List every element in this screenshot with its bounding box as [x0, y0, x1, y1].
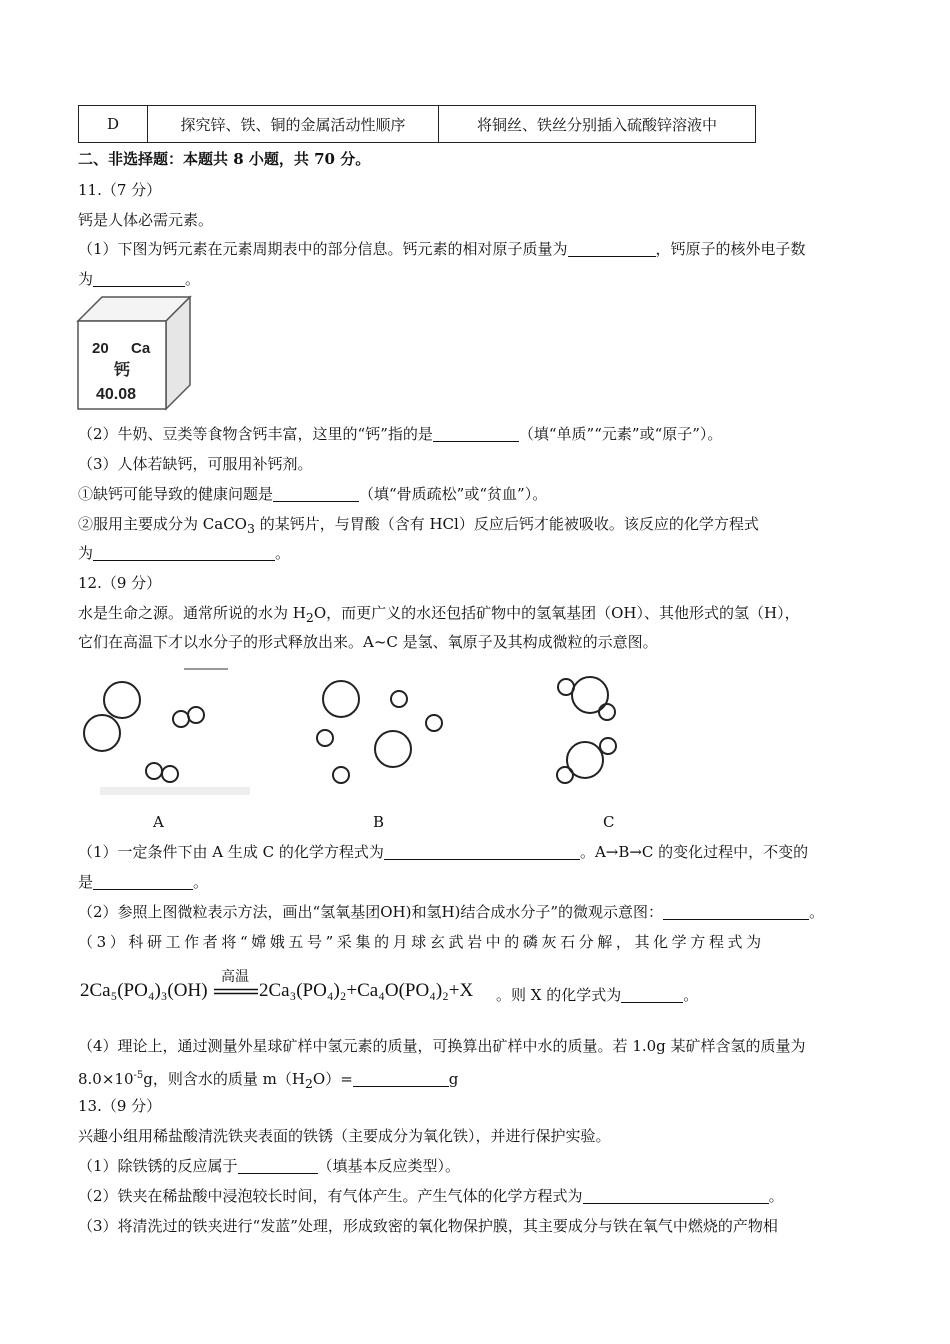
superscript: -5	[133, 1070, 144, 1081]
q13-p2-text: （2）铁夹在稀盐酸中浸泡较长时间，有气体产生。产生气体的化学方程式为	[78, 1187, 583, 1205]
q11-p3-1-text2: （填“骨质疏松”或“贫血”）。	[359, 485, 548, 503]
hydrogen-atom	[426, 715, 442, 731]
oxygen-atom	[323, 681, 359, 717]
q13-part2	[78, 1185, 784, 1207]
q12-intro2: 它们在高温下才以水分子的形式释放出来。A~C 是氢、氧原子及其构成微粒的示意图。	[78, 633, 658, 651]
answer-blank[interactable]	[433, 425, 519, 442]
panel-c-particles	[557, 677, 616, 783]
q12-part1	[78, 841, 808, 863]
q11-intro: 钙是人体必需元素。	[78, 211, 214, 229]
q11-part2	[78, 423, 722, 445]
q12-p4-text2: g，则含水的质量 m（H	[143, 1070, 305, 1088]
q12-part4-cont	[78, 1065, 458, 1095]
subscript: 3	[246, 521, 255, 536]
answer-blank[interactable]	[238, 1157, 318, 1174]
q12-p3-text2: 。	[683, 986, 699, 1004]
q11-p1-text2: ，钙原子的核外电子数	[655, 240, 806, 258]
reaction-condition: 高温	[221, 969, 249, 985]
q12-part3-tail	[496, 984, 698, 1005]
element-symbol: Ca	[131, 340, 151, 357]
equals-sign	[214, 988, 258, 996]
q12-p1-text2: 。A→B→C 的变化过程中，不变的	[579, 843, 809, 861]
q12-part4: （4）理论上，通过测量外星球矿样中氢元素的质量，可换算出矿样中水的质量。若 1.0g 某矿样含氢的质量为	[78, 1037, 806, 1055]
q13-part3: （3）将清洗过的铁夹进行“发蓝”处理，形成致密的氧化物保护膜，其主要成分与铁在氧气中燃烧的产物相	[78, 1217, 778, 1235]
answer-blank[interactable]	[621, 986, 683, 1003]
element-card-calcium	[76, 295, 194, 413]
q11-p3-1-text: ①缺钙可能导致的健康问题是	[78, 485, 274, 503]
hydrogen-atom	[333, 767, 349, 783]
answer-blank[interactable]	[273, 485, 359, 502]
atomic-number: 20	[92, 340, 109, 357]
oxygen-atom	[572, 677, 608, 713]
answer-blank[interactable]	[568, 240, 656, 257]
option-cell: D	[79, 106, 148, 143]
q13-p1-text2: （填基本反应类型）。	[317, 1157, 461, 1175]
q12-part1-cont	[78, 871, 208, 893]
element-name: 钙	[114, 360, 131, 379]
answer-blank[interactable]	[93, 270, 185, 287]
q11-p1-text3: 为	[78, 270, 94, 288]
experiment-cell: 探究锌、铁、铜的金属活动性顺序	[148, 106, 439, 143]
equation-right: 2Ca₃(PO₄)₂+Ca₄O(PO₄)₂+X	[259, 980, 474, 1001]
q12-p1-text3: 是	[78, 873, 94, 891]
q12-intro-text2: O，而更广义的水还包括矿物中的氢氧基团（OH）、其他形式的氢（H），	[313, 604, 800, 622]
q11-p1-text: （1）下图为钙元素在元素周期表中的部分信息。钙元素的相对原子质量为	[78, 240, 568, 258]
hydrogen-atom	[188, 707, 204, 723]
answer-blank[interactable]	[93, 544, 275, 561]
q12-p1-text4: 。	[193, 873, 209, 891]
hydrogen-atom	[173, 711, 189, 727]
hydrogen-atom	[599, 704, 615, 720]
q11-part3-2-cont	[78, 542, 290, 564]
q12-p4-text3: O）=	[312, 1070, 353, 1088]
panel-a-particles	[84, 682, 204, 782]
oxygen-atom	[104, 682, 140, 718]
panel-b-particles	[317, 681, 442, 783]
q11-part3-2	[78, 513, 759, 540]
hydrogen-atom	[557, 767, 573, 783]
q12-intro1	[78, 602, 800, 629]
molecule-diagram	[80, 665, 640, 800]
q12-p1-text: （1）一定条件下由 A 生成 C 的化学方程式为	[78, 843, 384, 861]
diagram-label-a: A	[153, 813, 164, 831]
q11-number: 11.（7 分）	[78, 181, 162, 199]
q11-p3-2-text3: 为	[78, 544, 94, 562]
hydrogen-atom	[317, 730, 333, 746]
options-table	[78, 105, 756, 143]
q12-number: 12.（9 分）	[78, 574, 162, 592]
q13-intro: 兴趣小组用稀盐酸清洗铁夹表面的铁锈（主要成分为氧化铁），并进行保护实验。	[78, 1127, 611, 1145]
section-heading: 二、非选择题：本题共 8 小题，共 70 分。	[78, 150, 371, 168]
q13-number: 13.（9 分）	[78, 1097, 162, 1115]
q11-part1	[78, 238, 806, 260]
q13-part1	[78, 1155, 460, 1177]
q12-p4-text: 8.0×10	[78, 1070, 134, 1088]
equation-left: 2Ca₅(PO₄)₃(OH)	[80, 980, 208, 1001]
q11-p1-text4: 。	[185, 270, 201, 288]
q12-p2-text2: 。	[809, 903, 825, 921]
q11-part3: （3）人体若缺钙，可服用补钙剂。	[78, 455, 313, 473]
q11-p3-2-text: ②服用主要成分为 CaCO	[78, 515, 247, 533]
subscript: 2	[305, 610, 314, 625]
oxygen-atom	[84, 715, 120, 751]
answer-blank[interactable]	[384, 843, 580, 860]
answer-blank[interactable]	[583, 1187, 769, 1204]
method-cell: 将铜丝、铁丝分别插入硫酸锌溶液中	[439, 106, 756, 143]
q12-p4-unit: g	[448, 1070, 459, 1088]
atomic-mass: 40.08	[96, 386, 137, 403]
q13-p1-text: （1）除铁锈的反应属于	[78, 1157, 238, 1175]
answer-blank[interactable]	[663, 903, 809, 920]
q12-intro-text: 水是生命之源。通常所说的水为 H	[78, 604, 306, 622]
q11-p2-text2: （填“单质”“元素”或“原子”）。	[518, 425, 723, 443]
q12-part3: （3）科研工作者将“嫦娥五号”采集的月球玄武岩中的磷灰石分解，其化学方程式为	[78, 933, 765, 951]
q12-p2-text: （2）参照上图微粒表示方法，画出“氢氧基团OH)和氢H)结合成水分子”的微观示意图：	[78, 903, 664, 921]
hydrogen-atom	[558, 679, 574, 695]
q11-p2-text: （2）牛奶、豆类等食物含钙丰富，这里的“钙”指的是	[78, 425, 433, 443]
diagram-label-c: C	[603, 813, 615, 831]
q11-p3-2-text2: 的某钙片，与胃酸（含有 HCl）反应后钙才能被吸收。该反应的化学方程式	[254, 515, 759, 533]
q12-part2	[78, 901, 824, 923]
oxygen-atom	[375, 731, 411, 767]
q11-part1-cont	[78, 268, 200, 290]
table-row	[79, 106, 756, 143]
answer-blank[interactable]	[353, 1070, 449, 1087]
hydrogen-atom	[162, 766, 178, 782]
hydrogen-atom	[146, 763, 162, 779]
hydrogen-atom	[391, 691, 407, 707]
diagram-label-b: B	[373, 813, 385, 831]
answer-blank[interactable]	[93, 873, 193, 890]
q11-part3-1	[78, 483, 547, 505]
hydrogen-atom	[600, 738, 616, 754]
q13-p2-text2: 。	[768, 1187, 784, 1205]
q11-p3-2-text4: 。	[275, 544, 291, 562]
subscript: 2	[304, 1076, 313, 1091]
q12-p3-text: 。则 X 的化学式为	[496, 986, 622, 1004]
